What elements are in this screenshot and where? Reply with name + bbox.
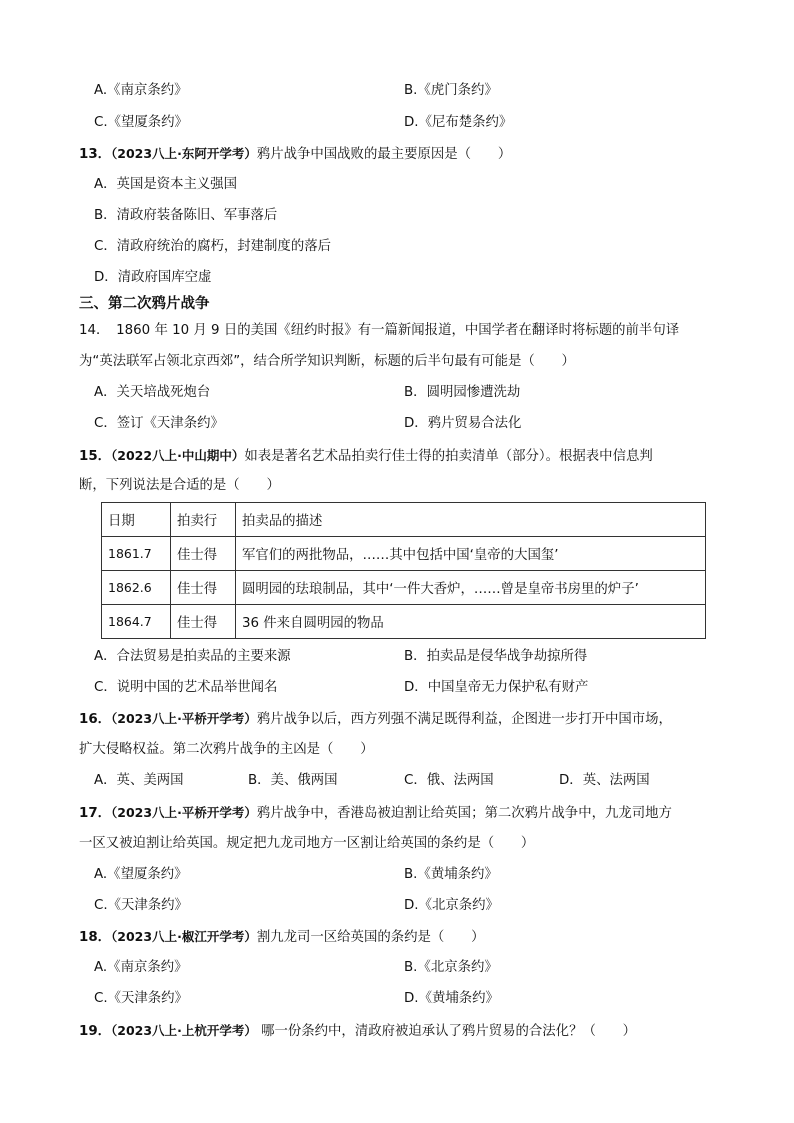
q16-stem (79, 709, 672, 730)
cell-auction-house: 佳士得 (171, 605, 236, 639)
header-description: 拍卖品的描述 (236, 503, 706, 537)
q12-option-b: B.《虎门条约》 (404, 83, 498, 98)
table-row (102, 605, 706, 639)
cell-description: 圆明园的珐琅制品，其中‘一件大香炉，……曾是皇帝书房里的炉子’ (236, 571, 706, 605)
q13-option-b: B．清政府装备陈旧、军事落后 (94, 208, 278, 223)
q18-source: （2023八上·椒江开学考） (111, 929, 257, 944)
q17-option-c: C.《天津条约》 (94, 898, 188, 913)
q16-option-b: B．美、俄两国 (248, 773, 338, 788)
q17-number: 17． (79, 806, 112, 821)
q18-option-b: B.《北京条约》 (404, 960, 498, 975)
q14-line-2: 为“英法联军占领北京西郊”，结合所学知识判断，标题的后半句最有可能是（ ） (79, 354, 575, 369)
q13-option-d: D．清政府国库空虚 (94, 270, 212, 285)
cell-date: 1862.6 (102, 571, 171, 605)
q13-option-c: C．清政府统治的腐朽，封建制度的落后 (94, 239, 331, 254)
q16-option-a: A．英、美两国 (94, 773, 184, 788)
q12-option-a: A.《南京条约》 (94, 83, 188, 98)
q17-option-b: B.《黄埔条约》 (404, 867, 498, 882)
q16-option-d: D．英、法两国 (559, 773, 650, 788)
header-auction-house: 拍卖行 (171, 503, 236, 537)
q17-source: （2023八上·平桥开学考） (111, 805, 257, 820)
q14-option-a: A．关天培战死炮台 (94, 385, 211, 400)
cell-auction-house: 佳士得 (171, 537, 236, 571)
q15-stem (79, 446, 653, 467)
q14-option-c: C．签订《天津条约》 (94, 416, 224, 431)
q15-text: 如表是著名艺术品拍卖行佳士得的拍卖清单（部分）。根据表中信息判 (244, 449, 653, 464)
q15-option-b: B．拍卖品是侵华战争劫掠所得 (404, 649, 588, 664)
q16-text: 鸦片战争以后，西方列强不满足既得利益，企图进一步打开中国市场， (256, 712, 672, 727)
q18-option-c: C.《天津条约》 (94, 991, 188, 1006)
q18-option-d: D.《黄埔条约》 (404, 991, 499, 1006)
q14-line-1: 14． 1860 年 10 月 9 日的美国《纽约时报》有一篇新闻报道，中国学者在翻译时将标题的前半句译 (79, 323, 680, 338)
cell-date: 1861.7 (102, 537, 171, 571)
header-date: 日期 (102, 503, 171, 537)
q17-stem (79, 803, 672, 824)
q15-source: （2022八上·中山期中） (111, 448, 245, 463)
section-heading: 三、第二次鸦片战争 (79, 296, 210, 312)
q12-option-d: D.《尼布楚条约》 (404, 115, 513, 130)
q15-number: 15． (79, 449, 112, 464)
q13-text: 鸦片战争中国战败的最主要原因是（ ） (256, 147, 512, 162)
q15-line-2: 断，下列说法是合适的是（ ） (79, 478, 280, 493)
q15-option-a: A．合法贸易是拍卖品的主要来源 (94, 649, 291, 664)
q18-option-a: A.《南京条约》 (94, 960, 188, 975)
q16-option-c: C．俄、法两国 (404, 773, 494, 788)
cell-description: 军官们的两批物品，……其中包括中国‘皇帝的大国玺’ (236, 537, 706, 571)
cell-date: 1864.7 (102, 605, 171, 639)
q16-line-2: 扩大侵略权益。第二次鸦片战争的主凶是（ ） (79, 742, 374, 757)
cell-auction-house: 佳士得 (171, 571, 236, 605)
q19-text: 哪一份条约中，清政府被迫承认了鸦片贸易的合法化？（ ） (256, 1024, 637, 1039)
q12-option-c: C.《望厦条约》 (94, 115, 188, 130)
q14-option-b: B．圆明园惨遭洗劫 (404, 385, 521, 400)
q13-stem (79, 144, 511, 165)
table-header-row (102, 503, 706, 537)
cell-description: 36 件来自圆明园的物品 (236, 605, 706, 639)
q13-source: （2023八上·东阿开学考） (111, 146, 257, 161)
q14-option-d: D．鸦片贸易合法化 (404, 416, 522, 431)
q13-option-a: A．英国是资本主义强国 (94, 177, 238, 192)
q13-number: 13． (79, 147, 112, 162)
q17-text: 鸦片战争中，香港岛被迫割让给英国；第二次鸦片战争中，九龙司地方 (256, 806, 672, 821)
q18-number: 18． (79, 930, 112, 945)
table-row (102, 571, 706, 605)
table-row (102, 537, 706, 571)
q16-source: （2023八上·平桥开学考） (111, 711, 257, 726)
q17-option-d: D.《北京条约》 (404, 898, 499, 913)
q19-stem (79, 1021, 636, 1042)
q18-stem (79, 927, 484, 948)
q15-option-d: D．中国皇帝无力保护私有财产 (404, 680, 589, 695)
q15-option-c: C．说明中国的艺术品举世闻名 (94, 680, 278, 695)
q17-option-a: A.《望厦条约》 (94, 867, 188, 882)
q18-text: 割九龙司一区给英国的条约是（ ） (256, 930, 485, 945)
auction-table (101, 502, 706, 639)
q19-number: 19． (79, 1024, 112, 1039)
q16-number: 16． (79, 712, 112, 727)
q19-source: （2023八上·上杭开学考） (111, 1023, 257, 1038)
q17-line-2: 一区又被迫割让给英国。规定把九龙司地方一区割让给英国的条约是（ ） (79, 836, 535, 851)
